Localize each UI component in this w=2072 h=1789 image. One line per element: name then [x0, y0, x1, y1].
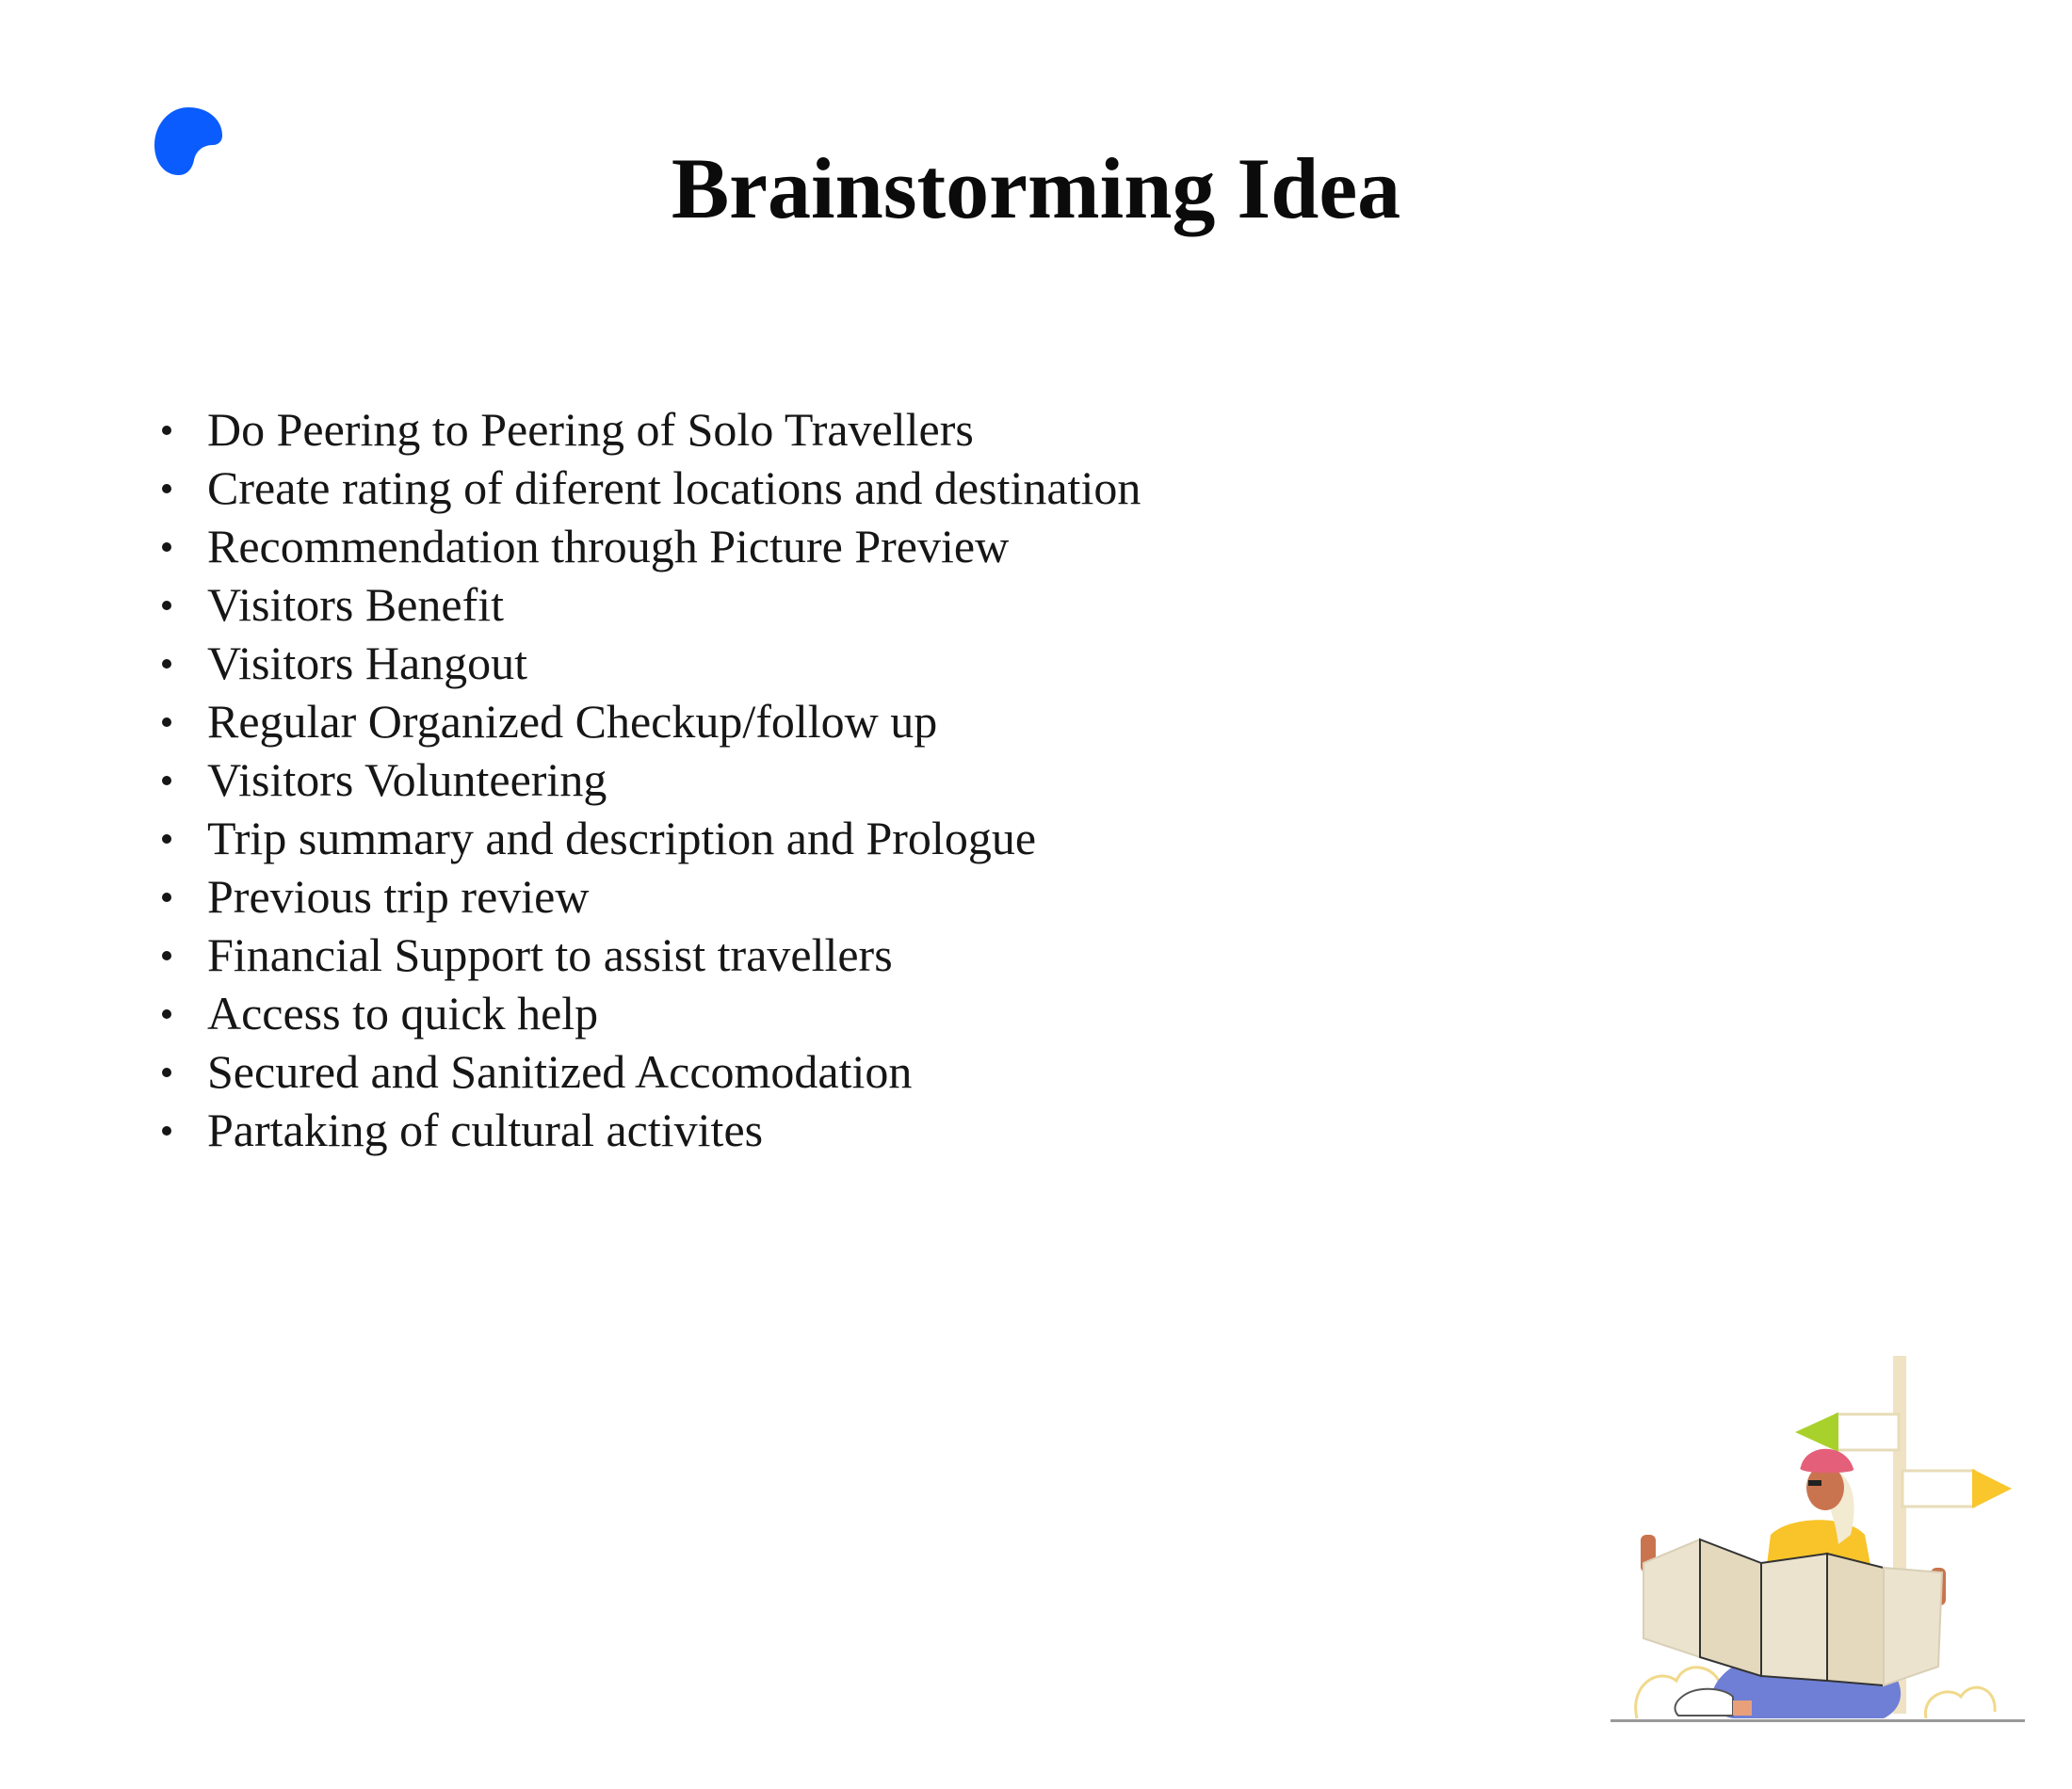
- bullet-list: [158, 400, 1571, 1159]
- list-item: [158, 809, 1571, 867]
- list-item-text: Secured and Sanitized Accomodation: [207, 1045, 913, 1098]
- list-item-text: Regular Organized Checkup/follow up: [207, 695, 938, 748]
- bullet-dot: [162, 1009, 171, 1019]
- yellow-sign-icon: [1902, 1469, 2012, 1508]
- list-item-text: Previous trip review: [207, 870, 590, 923]
- list-item: [158, 459, 1571, 517]
- list-item-text: Visitors Hangout: [207, 637, 528, 689]
- list-item: [158, 867, 1571, 926]
- list-item: [158, 1101, 1571, 1159]
- list-item: [158, 400, 1571, 459]
- list-item-text: Financial Support to assist travellers: [207, 928, 893, 981]
- bullet-dot: [162, 601, 171, 610]
- list-item: [158, 575, 1571, 634]
- page-title: Brainstorming Idea: [671, 140, 1401, 236]
- list-item: [158, 984, 1571, 1042]
- ground-line: [1611, 1719, 2025, 1722]
- list-item: [158, 517, 1571, 575]
- bullet-dot: [162, 484, 171, 493]
- bullet-dot: [162, 1126, 171, 1136]
- list-item: [158, 1042, 1571, 1101]
- list-item-text: Visitors Benefit: [207, 578, 505, 631]
- list-item-text: Access to quick help: [207, 987, 599, 1040]
- bullet-dot: [162, 659, 171, 669]
- bullet-dot: [162, 1068, 171, 1077]
- list-item: [158, 750, 1571, 809]
- list-item-text: Visitors Volunteering: [207, 753, 607, 806]
- list-item-text: Trip summary and description and Prologue: [207, 812, 1037, 864]
- bullet-dot: [162, 426, 171, 435]
- bullet-dot: [162, 893, 171, 902]
- list-item: [158, 926, 1571, 984]
- list-item: [158, 692, 1571, 750]
- green-sign-icon: [1795, 1412, 1899, 1452]
- list-item-text: Recommendation through Picture Preview: [207, 520, 1010, 572]
- list-item-text: Do Peering to Peering of Solo Travellers: [207, 403, 974, 456]
- bullet-dot: [162, 776, 171, 785]
- bullet-dot: [162, 717, 171, 727]
- list-item-text: Partaking of cultural activites: [207, 1104, 764, 1156]
- traveller-illustration: [1592, 1356, 2025, 1733]
- list-item-text: Create rating of diferent locations and destination: [207, 461, 1141, 514]
- bullet-dot: [162, 951, 171, 960]
- list-item: [158, 634, 1571, 692]
- bullet-dot: [162, 542, 171, 552]
- bullet-dot: [162, 834, 171, 844]
